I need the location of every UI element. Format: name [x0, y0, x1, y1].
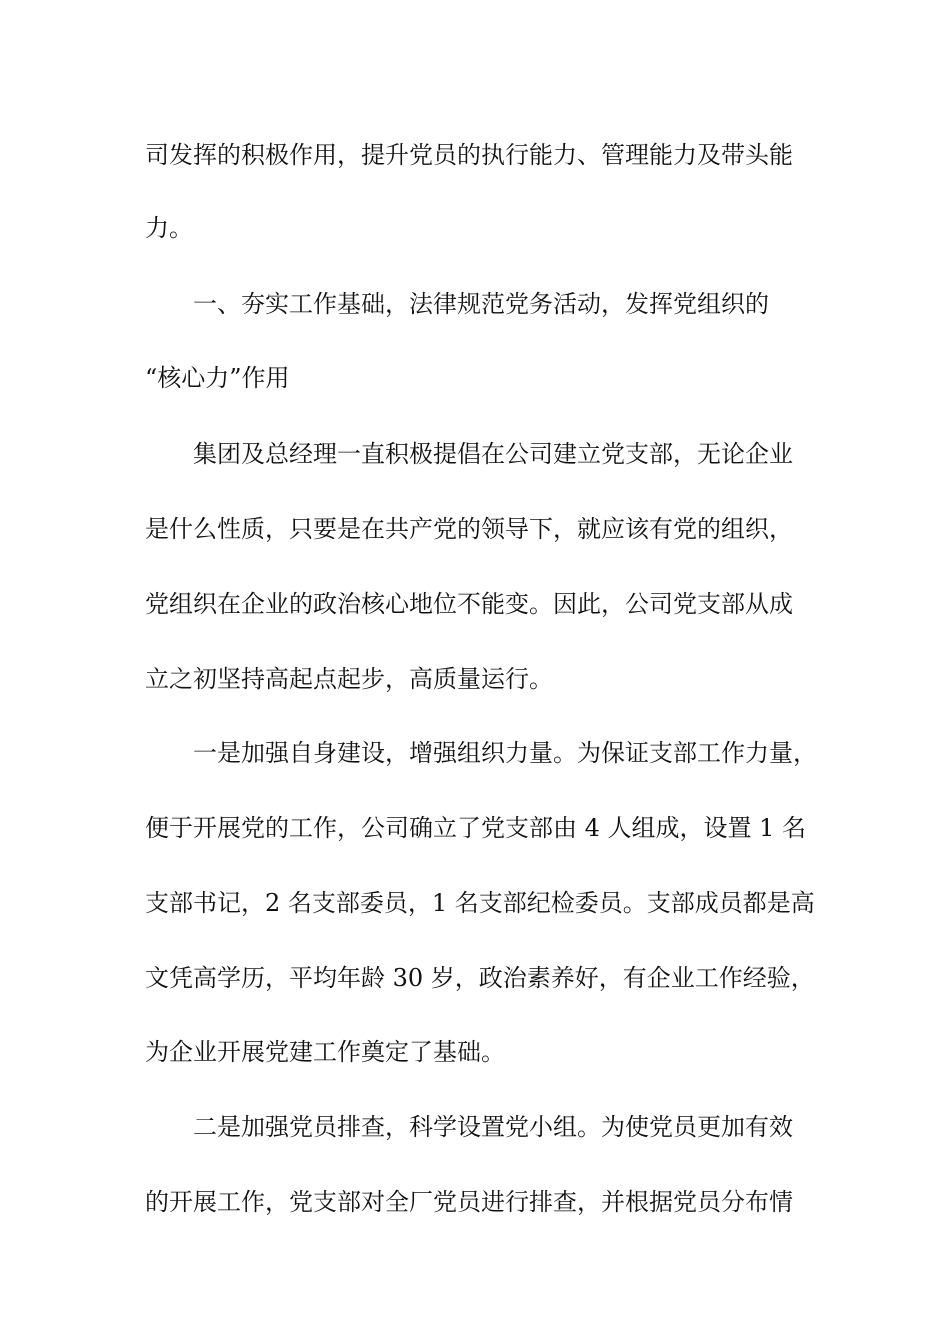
paragraph-line: 立之初坚持高起点起步，高质量运行。 [145, 665, 553, 693]
paragraph-line: 集团及总经理一直积极提倡在公司建立党支部，无论企业 [193, 440, 793, 468]
paragraph-line: 党组织在企业的政治核心地位不能变。因此，公司党支部从成 [145, 590, 793, 618]
paragraph-line: 司发挥的积极作用，提升党员的执行能力、管理能力及带头能 [145, 141, 793, 169]
paragraph-line: 文凭高学历，平均年龄 30 岁，政治素养好，有企业工作经验， [145, 964, 815, 992]
section-heading-line: “核心力”作用 [145, 364, 290, 392]
paragraph-line: 支部书记，2 名支部委员，1 名支部纪检委员。支部成员都是高 [145, 889, 815, 917]
paragraph-line: 为企业开展党建工作奠定了基础。 [145, 1038, 505, 1066]
paragraph-line: 一是加强自身建设，增强组织力量。为保证支部工作力量， [193, 739, 817, 767]
paragraph-line: 便于开展党的工作，公司确立了党支部由 4 人组成，设置 1 名 [145, 814, 807, 842]
paragraph-line: 是什么性质，只要是在共产党的领导下，就应该有党的组织， [145, 515, 793, 543]
paragraph-line: 二是加强党员排查，科学设置党小组。为使党员更加有效 [193, 1113, 793, 1141]
paragraph-line: 力。 [145, 214, 193, 242]
section-heading-line: 一、夯实工作基础，法律规范党务活动，发挥党组织的 [193, 290, 769, 318]
paragraph-line: 的开展工作，党支部对全厂党员进行排查，并根据党员分布情 [145, 1188, 793, 1216]
